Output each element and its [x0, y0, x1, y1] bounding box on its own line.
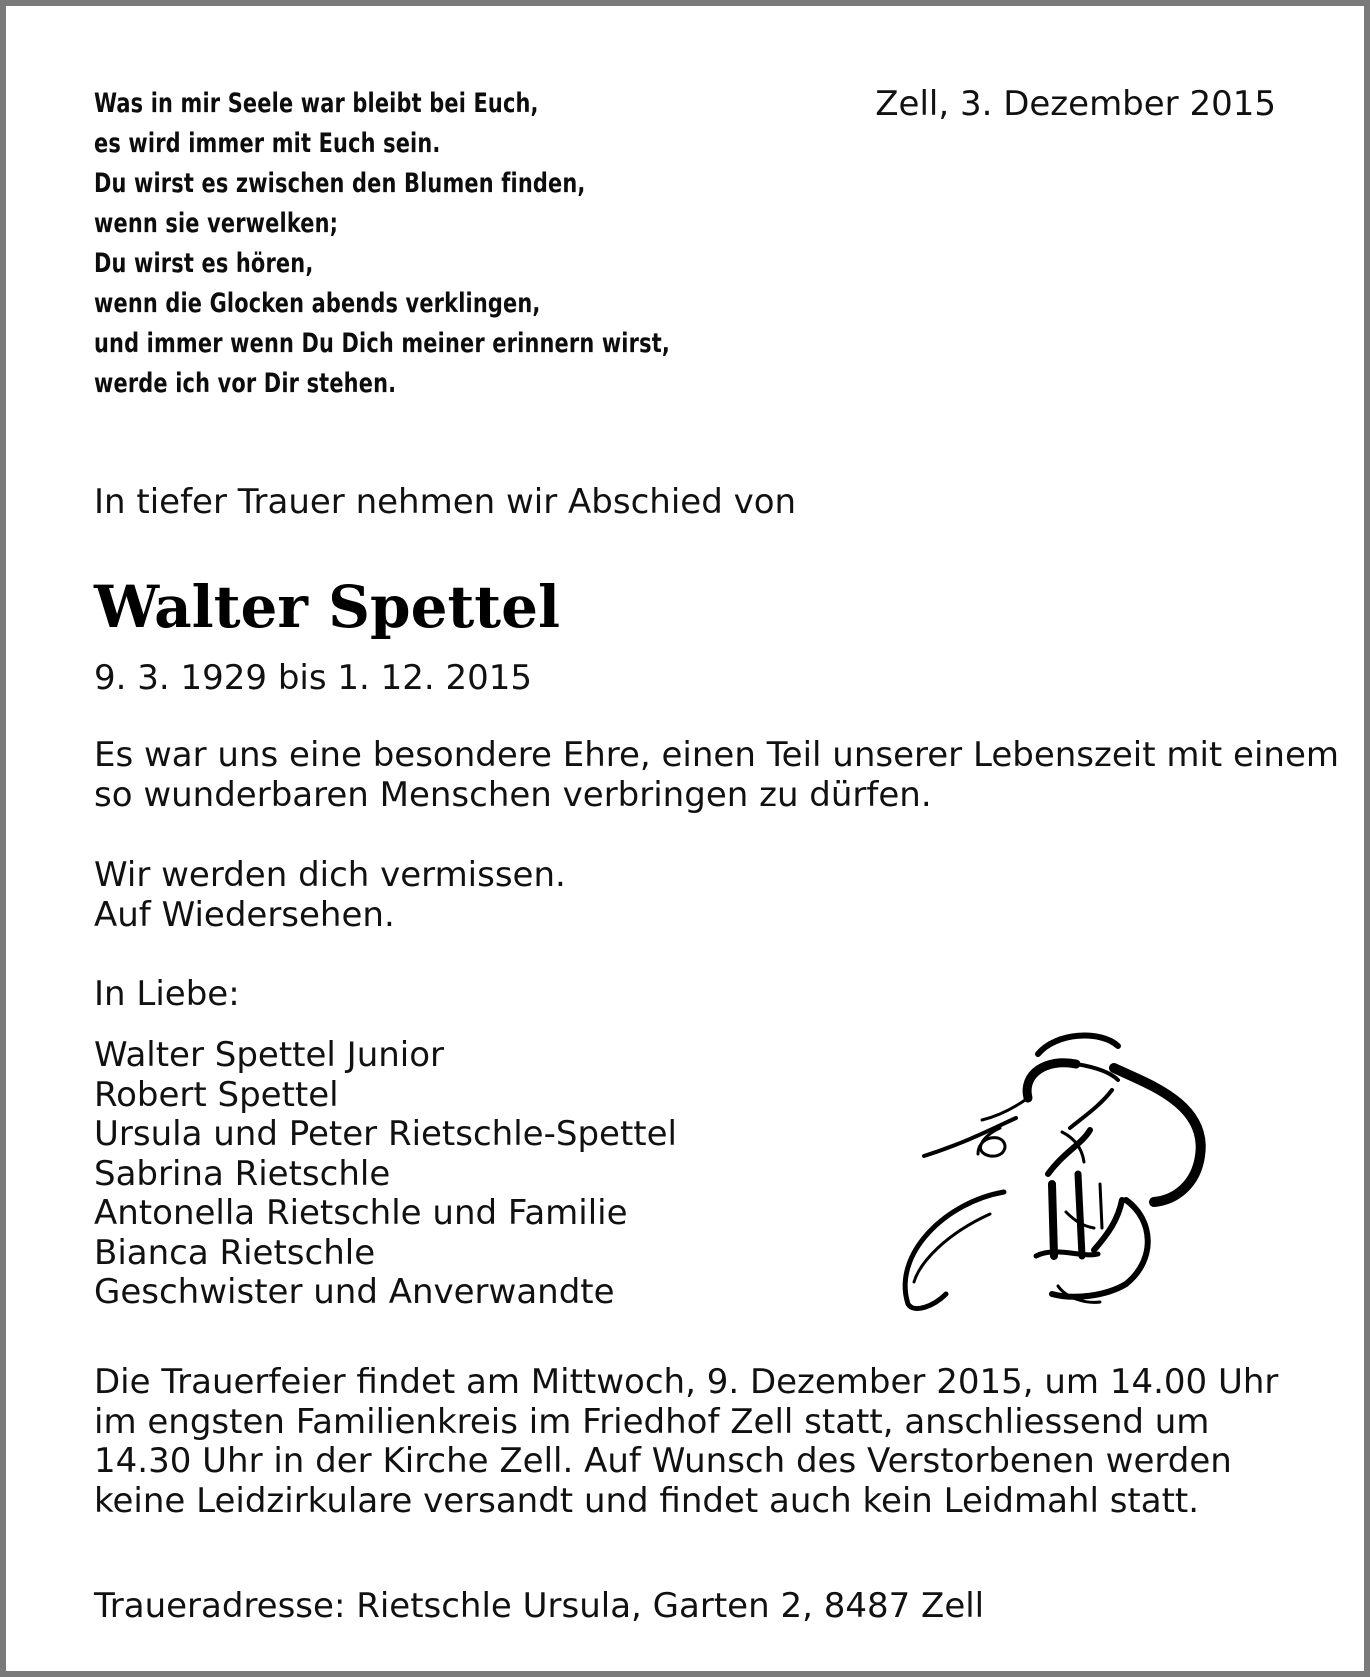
mourner-name: Ursula und Peter Rietschle-Spettel — [94, 1114, 677, 1154]
in-love-label: In Liebe: — [94, 974, 240, 1014]
deceased-name: Walter Spettel — [94, 573, 561, 641]
mourner-name: Sabrina Rietschle — [94, 1153, 391, 1194]
poem-line: und immer wenn Du Dich meiner erinnern wirst, — [94, 328, 670, 359]
mourner-list — [94, 1036, 677, 1313]
poem-line: wenn sie verwelken; — [94, 208, 339, 239]
place-date: Zell, 3. Dezember 2015 — [875, 84, 1276, 124]
poem-line: Was in mir Seele war bleibt bei Euch, — [94, 88, 539, 119]
mourner-name: Robert Spettel — [94, 1074, 339, 1115]
farewell-line: Wir werden dich vermissen. — [94, 855, 566, 895]
lifespan: 9. 3. 1929 bis 1. 12. 2015 — [94, 658, 533, 698]
mourner-name: Walter Spettel Junior — [94, 1035, 445, 1075]
cyclist-icon — [886, 1024, 1226, 1316]
poem-line: Du wirst es hören, — [94, 248, 314, 279]
poem-line: wenn die Glocken abends verklingen, — [94, 288, 541, 319]
poem — [94, 84, 670, 404]
intro-text: In tiefer Trauer nehmen wir Abschied von — [94, 482, 797, 522]
farewell-block — [94, 855, 566, 935]
mourner-name: Geschwister und Anverwandte — [94, 1272, 615, 1312]
mourner-name: Antonella Rietschle und Familie — [94, 1193, 628, 1233]
mourning-address: Traueradresse: Rietschle Ursula, Garten 2, 8487 Zell — [94, 1586, 985, 1626]
farewell-line: Auf Wiedersehen. — [94, 895, 395, 935]
poem-line: werde ich vor Dir stehen. — [94, 368, 397, 399]
poem-line: es wird immer mit Euch sein. — [94, 128, 441, 159]
tribute-paragraph: Es war uns eine besondere Ehre, einen Teil unserer Lebenszeit mit einem so wunderbaren Menschen verbringen zu dürfen. — [94, 735, 1340, 815]
mourner-name: Bianca Rietschle — [94, 1232, 376, 1273]
funeral-details: Die Trauerfeier findet am Mittwoch, 9. Dezember 2015, um 14.00 Uhr im engsten Familienkreis im Friedhof Zell statt, anschliessend um 14.30 Uhr in der Kirche Zell. Auf Wunsch des Verstorbenen werden keine Leidzirkulare versandt und findet auch kein Leidmahl statt. — [94, 1362, 1279, 1521]
poem-line: Du wirst es zwischen den Blumen finden, — [94, 168, 586, 199]
